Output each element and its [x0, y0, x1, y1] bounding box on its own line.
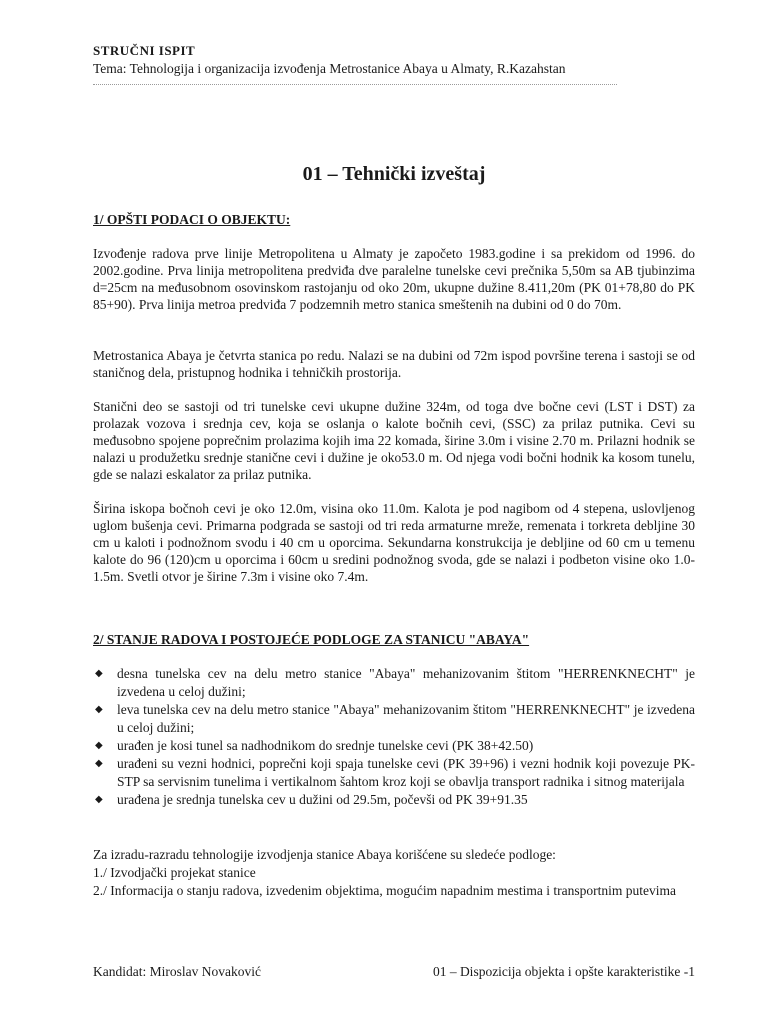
podloge-item: 1./ Izvodjački projekat stanice — [93, 865, 256, 880]
document-title: 01 – Tehnički izveštaj — [302, 163, 486, 185]
list-item-text: urađena je srednja tunelska cev u dužini od 29.5m, počevši od PK 39+91.35 — [117, 792, 528, 807]
section1-paragraph: Širina iskopa bočnoh cevi je oko 12.0m, visina oko 11.0m. Kalota je pod nagibom od 4 stepena, uslovljenog uglom bušenja cevi. Primarna podgrada se sastoji od tri reda armaturne mreže, remenata i torkreta debljine 30 cm u kaloti i podnožnom svodu i 40 cm u oporcima. Sekundarna konstrukcija je debljine od 60 cm u temenu kalote do 96 (120)cm u oporcima i 60cm u sredini podnožnog svoda, gde se nalazi i podbeton visine oko 1.0-1.5m. Svetli otvor je širine 7.3m i visine oko 7.4m. — [93, 501, 695, 584]
list-item-text: urađeni su vezni hodnici, poprečni koji spaja tunelske cevi (PK 39+96) i vezni hodnik koji povezuje PK-STP sa servisnim tunelima i vertikalnom šahtom kroz koji se obavlja transport radnika i sitnog materijala — [117, 756, 695, 789]
list-item-text: leva tunelska cev na delu metro stanice "Abaya" mehanizovanim štitom "HERRENKNECHT" je izvedena u celoj dužini; — [117, 702, 695, 735]
section1-paragraph: Metrostanica Abaya je četvrta stanica po redu. Nalazi se na dubini od 72m ispod površine terena i sastoji se od staničnog dela, pristupnog hodnika i tehničkih prostorija. — [93, 348, 695, 380]
podloge-item: 2./ Informacija o stanju radova, izvedenim objektima, mogućim napadnim mestima i transportnim putevima — [93, 883, 676, 898]
works-status-list — [93, 665, 695, 809]
footer-candidate: Kandidat: Miroslav Novaković — [93, 964, 261, 979]
footer-page-info: 01 – Dispozicija objekta i opšte karakteristike -1 — [432, 964, 695, 979]
section2-heading: 2/ STANJE RADOVA I POSTOJEĆE PODLOGE ZA STANICU "ABAYA" — [93, 632, 530, 647]
list-item — [93, 665, 695, 701]
diamond-bullet-icon: ◆ — [95, 758, 103, 769]
list-item — [93, 701, 695, 737]
list-item — [93, 755, 695, 791]
diamond-bullet-icon: ◆ — [95, 668, 103, 679]
section1-paragraph: Izvođenje radova prve linije Metropolitena u Almaty je započeto 1983.godine i sa prekidom od 1996. do 2002.godine. Prva linija metropolitena predviđa dve paralelne tunelske cevi prečnika 5,50m sa AB tjubinzima d=25cm na međusobnom osovinskom rastojanju od oko 20m, ukupne dužine 8.411,20m (PK 01+78,80 do PK 85+90). Prva linija metroa predviđa 7 podzemnih metro stanica smeštenih na dubini od 0 do 70m. — [93, 246, 695, 312]
section1-paragraph: Stanični deo se sastoji od tri tunelske cevi ukupne dužine 324m, od toga dve bočne cevi (LST i DST) za prolazak vozova i srednja cev, koja se oslanja o kalote bočnih cevi, (SSC) za prilaz putnika. Cevi su međusobno spojene poprečnim prolazima kojih ima 22 komada, širine 3.0m i visine 2.70 m. Prilazni hodnik se nalazi u produžetku srednje stanične cevi i dužine je oko53.0 m. Od njega vodi bočni hodnik ka kosom tunelu, gde se nalazi eskalator za prilaz putnika. — [93, 399, 695, 482]
list-item-text: desna tunelska cev na delu metro stanice "Abaya" mehanizovanim štitom "HERRENKNECHT" je izvedena u celoj dužini; — [117, 666, 695, 699]
list-item — [93, 737, 695, 755]
list-item-text: urađen je kosi tunel sa nadhodnikom do srednje tunelske cevi (PK 38+42.50) — [117, 738, 534, 753]
header-title: STRUČNI ISPIT — [93, 43, 196, 58]
podloge-intro: Za izradu-razradu tehnologije izvodjenja stanice Abaya korišćene su sledeće podloge: — [93, 847, 556, 862]
diamond-bullet-icon: ◆ — [95, 704, 103, 715]
diamond-bullet-icon: ◆ — [95, 740, 103, 751]
section1-heading: 1/ OPŠTI PODACI O OBJEKTU: — [93, 212, 291, 227]
list-item — [93, 791, 695, 809]
header-subtitle: Tema: Tehnologija i organizacija izvođenja Metrostanice Abaya u Almaty, R.Kazahstan — [93, 61, 566, 76]
header-divider — [93, 84, 617, 85]
podloge-list — [93, 846, 695, 900]
diamond-bullet-icon: ◆ — [95, 794, 103, 805]
